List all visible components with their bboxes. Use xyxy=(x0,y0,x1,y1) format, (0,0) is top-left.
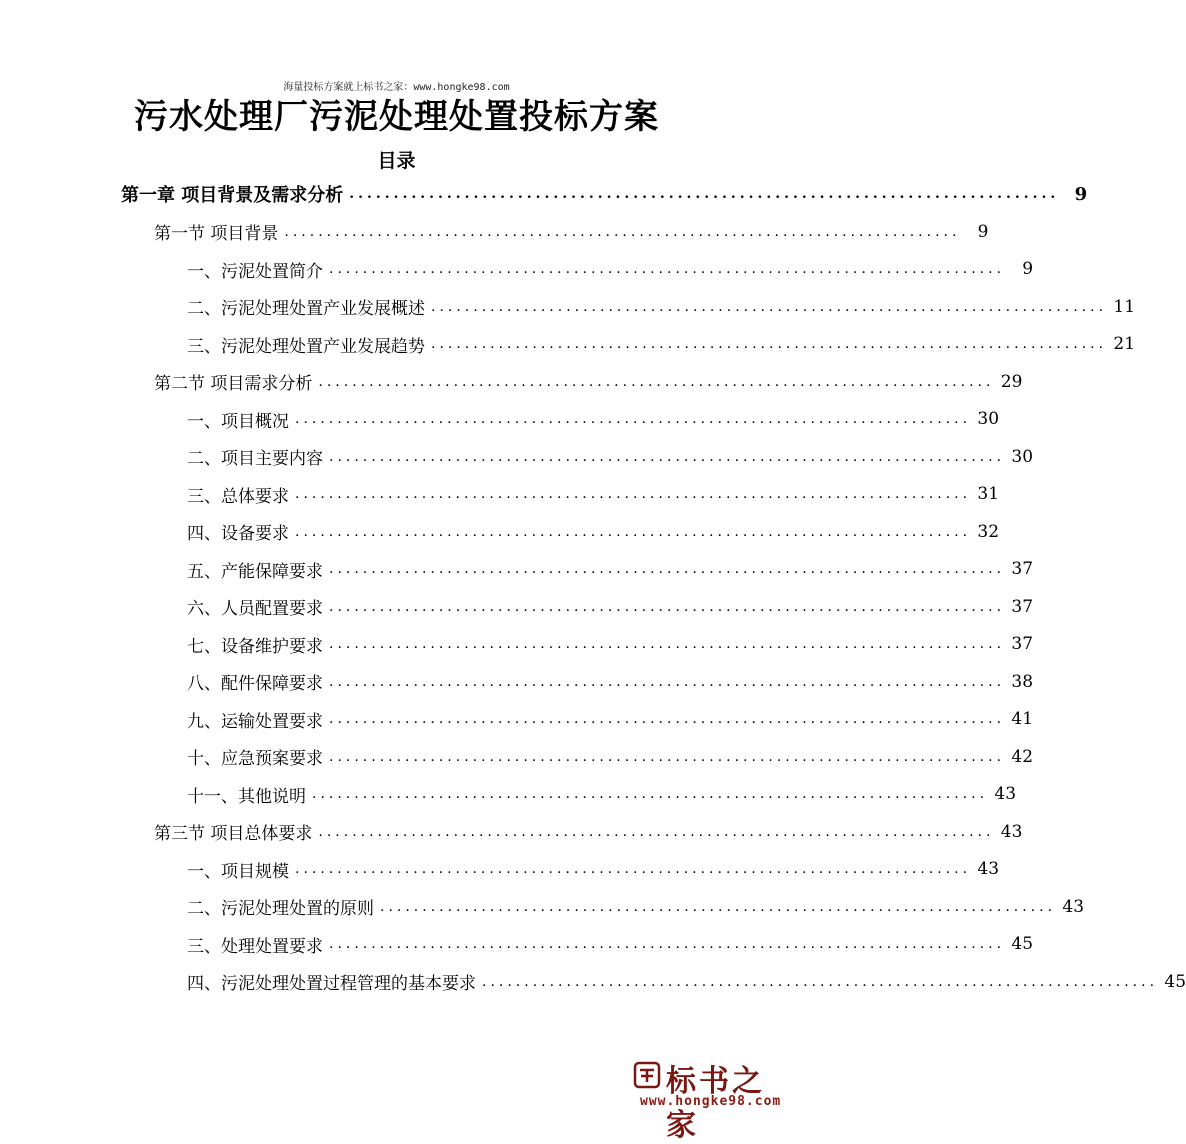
toc-entry-label: 一、污泥处置简介 xyxy=(187,261,323,282)
toc-entry-label: 第二节 项目需求分析 xyxy=(154,374,313,394)
toc-entry[interactable] xyxy=(187,926,1034,962)
toc-entry-page: 37 xyxy=(1011,634,1034,654)
toc-entry-page: 38 xyxy=(1011,671,1034,692)
toc-entry-label: 三、总体要求 xyxy=(187,486,289,507)
toc-leader-dots: ................................................................................ xyxy=(329,636,1006,652)
toc-entry-page: 37 xyxy=(1011,596,1034,617)
toc-entry[interactable] xyxy=(187,476,1000,512)
toc-entry[interactable] xyxy=(187,851,1000,887)
toc-entry-label: 一、项目概况 xyxy=(187,411,289,432)
toc-entry-label: 二、污泥处理处置的原则 xyxy=(187,899,374,919)
toc-leader-dots: ................................................................................ xyxy=(431,298,1108,315)
toc-entry[interactable] xyxy=(187,626,1034,662)
toc-leader-dots: ................................................................................ xyxy=(329,261,1006,277)
brand-logo xyxy=(630,1056,788,1143)
toc-entry[interactable] xyxy=(187,889,1085,925)
toc-leader-dots: ................................................................................ xyxy=(318,823,995,840)
toc-entry-page: 21 xyxy=(1113,334,1136,354)
logo-url: www.hongke98.com xyxy=(640,1094,782,1109)
toc-entry-page: 30 xyxy=(977,409,1000,429)
toc-leader-dots: ................................................................................ xyxy=(329,448,1006,465)
toc-entry-page: 29 xyxy=(1000,371,1023,392)
toc-entry[interactable] xyxy=(187,401,1000,437)
header-note: 海量投标方案就上标书之家：www.hongke98.com xyxy=(283,82,510,93)
toc-entry[interactable] xyxy=(187,251,1034,287)
toc-entry-label: 三、处理处置要求 xyxy=(187,936,323,957)
toc-leader-dots: ................................................................................ xyxy=(329,598,1006,615)
toc-entry[interactable] xyxy=(187,964,1186,1000)
toc-leader-dots: ................................................................................ xyxy=(312,786,989,802)
toc-leader-dots: ................................................................................ xyxy=(482,973,1159,990)
toc-leader-dots: ................................................................................ xyxy=(329,711,1006,727)
toc-leader-dots: ................................................................................ xyxy=(284,223,961,240)
toc-entry-label: 七、设备维护要求 xyxy=(187,636,323,657)
toc-entry[interactable] xyxy=(121,176,1088,212)
toc-entry-page: 45 xyxy=(1164,971,1186,992)
toc-leader-dots: ................................................................................ xyxy=(318,373,995,390)
toc-entry[interactable] xyxy=(154,364,1023,400)
toc-entry[interactable] xyxy=(154,814,1023,850)
logo-mark-icon xyxy=(634,1062,660,1088)
toc-entry-label: 六、人员配置要求 xyxy=(187,599,323,619)
toc-entry[interactable] xyxy=(154,214,989,250)
toc-entry-page: 9 xyxy=(1074,183,1088,205)
toc-entry-page: 43 xyxy=(1000,821,1023,842)
toc-entry-page: 9 xyxy=(977,221,989,242)
toc-entry-label: 三、污泥处理处置产业发展趋势 xyxy=(187,336,425,357)
toc-entry-label: 五、产能保障要求 xyxy=(187,561,323,582)
toc-entry-page: 42 xyxy=(1011,746,1034,767)
toc-entry-page: 32 xyxy=(977,521,1000,542)
toc-leader-dots: ................................................................................ xyxy=(295,523,972,540)
toc-entry[interactable] xyxy=(187,701,1034,737)
toc-leader-dots: ................................................................................ xyxy=(295,861,972,877)
toc-leader-dots: ................................................................................ xyxy=(329,936,1006,952)
toc-leader-dots: ................................................................................ xyxy=(431,336,1108,352)
toc-leader-dots: ................................................................................ xyxy=(329,748,1006,765)
toc-entry-label: 第一节 项目背景 xyxy=(154,224,279,244)
toc-entry-label: 九、运输处置要求 xyxy=(187,711,323,732)
toc-entry[interactable] xyxy=(187,776,1017,812)
toc-entry-label: 十一、其他说明 xyxy=(187,786,306,807)
toc-leader-dots: ................................................................................ xyxy=(329,561,1006,577)
toc-entry-label: 二、项目主要内容 xyxy=(187,449,323,469)
toc-leader-dots: ................................................................................ xyxy=(380,898,1057,915)
toc-entry[interactable] xyxy=(187,514,1000,550)
toc-entry-label: 四、设备要求 xyxy=(187,524,289,544)
logo-text: 标书之家 xyxy=(666,1064,765,1143)
toc-entry[interactable] xyxy=(187,739,1034,775)
toc-entry-label: 第一章 项目背景及需求分析 xyxy=(121,185,344,206)
toc-entry[interactable] xyxy=(187,289,1136,325)
toc-entry-page: 41 xyxy=(1011,709,1034,729)
toc-heading: 目录 xyxy=(377,150,416,172)
toc-entry-label: 八、配件保障要求 xyxy=(187,674,323,694)
toc-entry[interactable] xyxy=(187,326,1136,362)
toc-entry-label: 二、污泥处理处置产业发展概述 xyxy=(187,299,425,319)
toc-entry-page: 30 xyxy=(1011,446,1034,467)
toc-leader-dots: ................................................................................ xyxy=(349,186,1060,202)
toc-entry-label: 十、应急预案要求 xyxy=(187,749,323,769)
toc-entry-page: 31 xyxy=(977,484,1000,504)
toc-entry-page: 11 xyxy=(1113,296,1136,317)
toc-entry[interactable] xyxy=(187,439,1034,475)
toc-entry-page: 43 xyxy=(1062,896,1085,917)
toc-entry-page: 37 xyxy=(1011,559,1034,579)
toc-entry[interactable] xyxy=(187,664,1034,700)
toc-leader-dots: ................................................................................ xyxy=(329,673,1006,690)
toc-entry[interactable] xyxy=(187,589,1034,625)
toc-leader-dots: ................................................................................ xyxy=(295,411,972,427)
toc-entry-page: 45 xyxy=(1011,934,1034,954)
toc-entry-page: 43 xyxy=(994,784,1017,804)
toc-entry[interactable] xyxy=(187,551,1034,587)
toc-entry-page: 9 xyxy=(1022,259,1034,279)
toc-entry-label: 第三节 项目总体要求 xyxy=(154,824,313,844)
toc-leader-dots: ................................................................................ xyxy=(295,486,972,502)
toc-entry-page: 43 xyxy=(977,859,1000,879)
toc-entry-label: 一、项目规模 xyxy=(187,861,289,882)
document-title: 污水处理厂污泥处理处置投标方案 xyxy=(134,97,659,137)
toc-entry-label: 四、污泥处理处置过程管理的基本要求 xyxy=(187,974,476,994)
